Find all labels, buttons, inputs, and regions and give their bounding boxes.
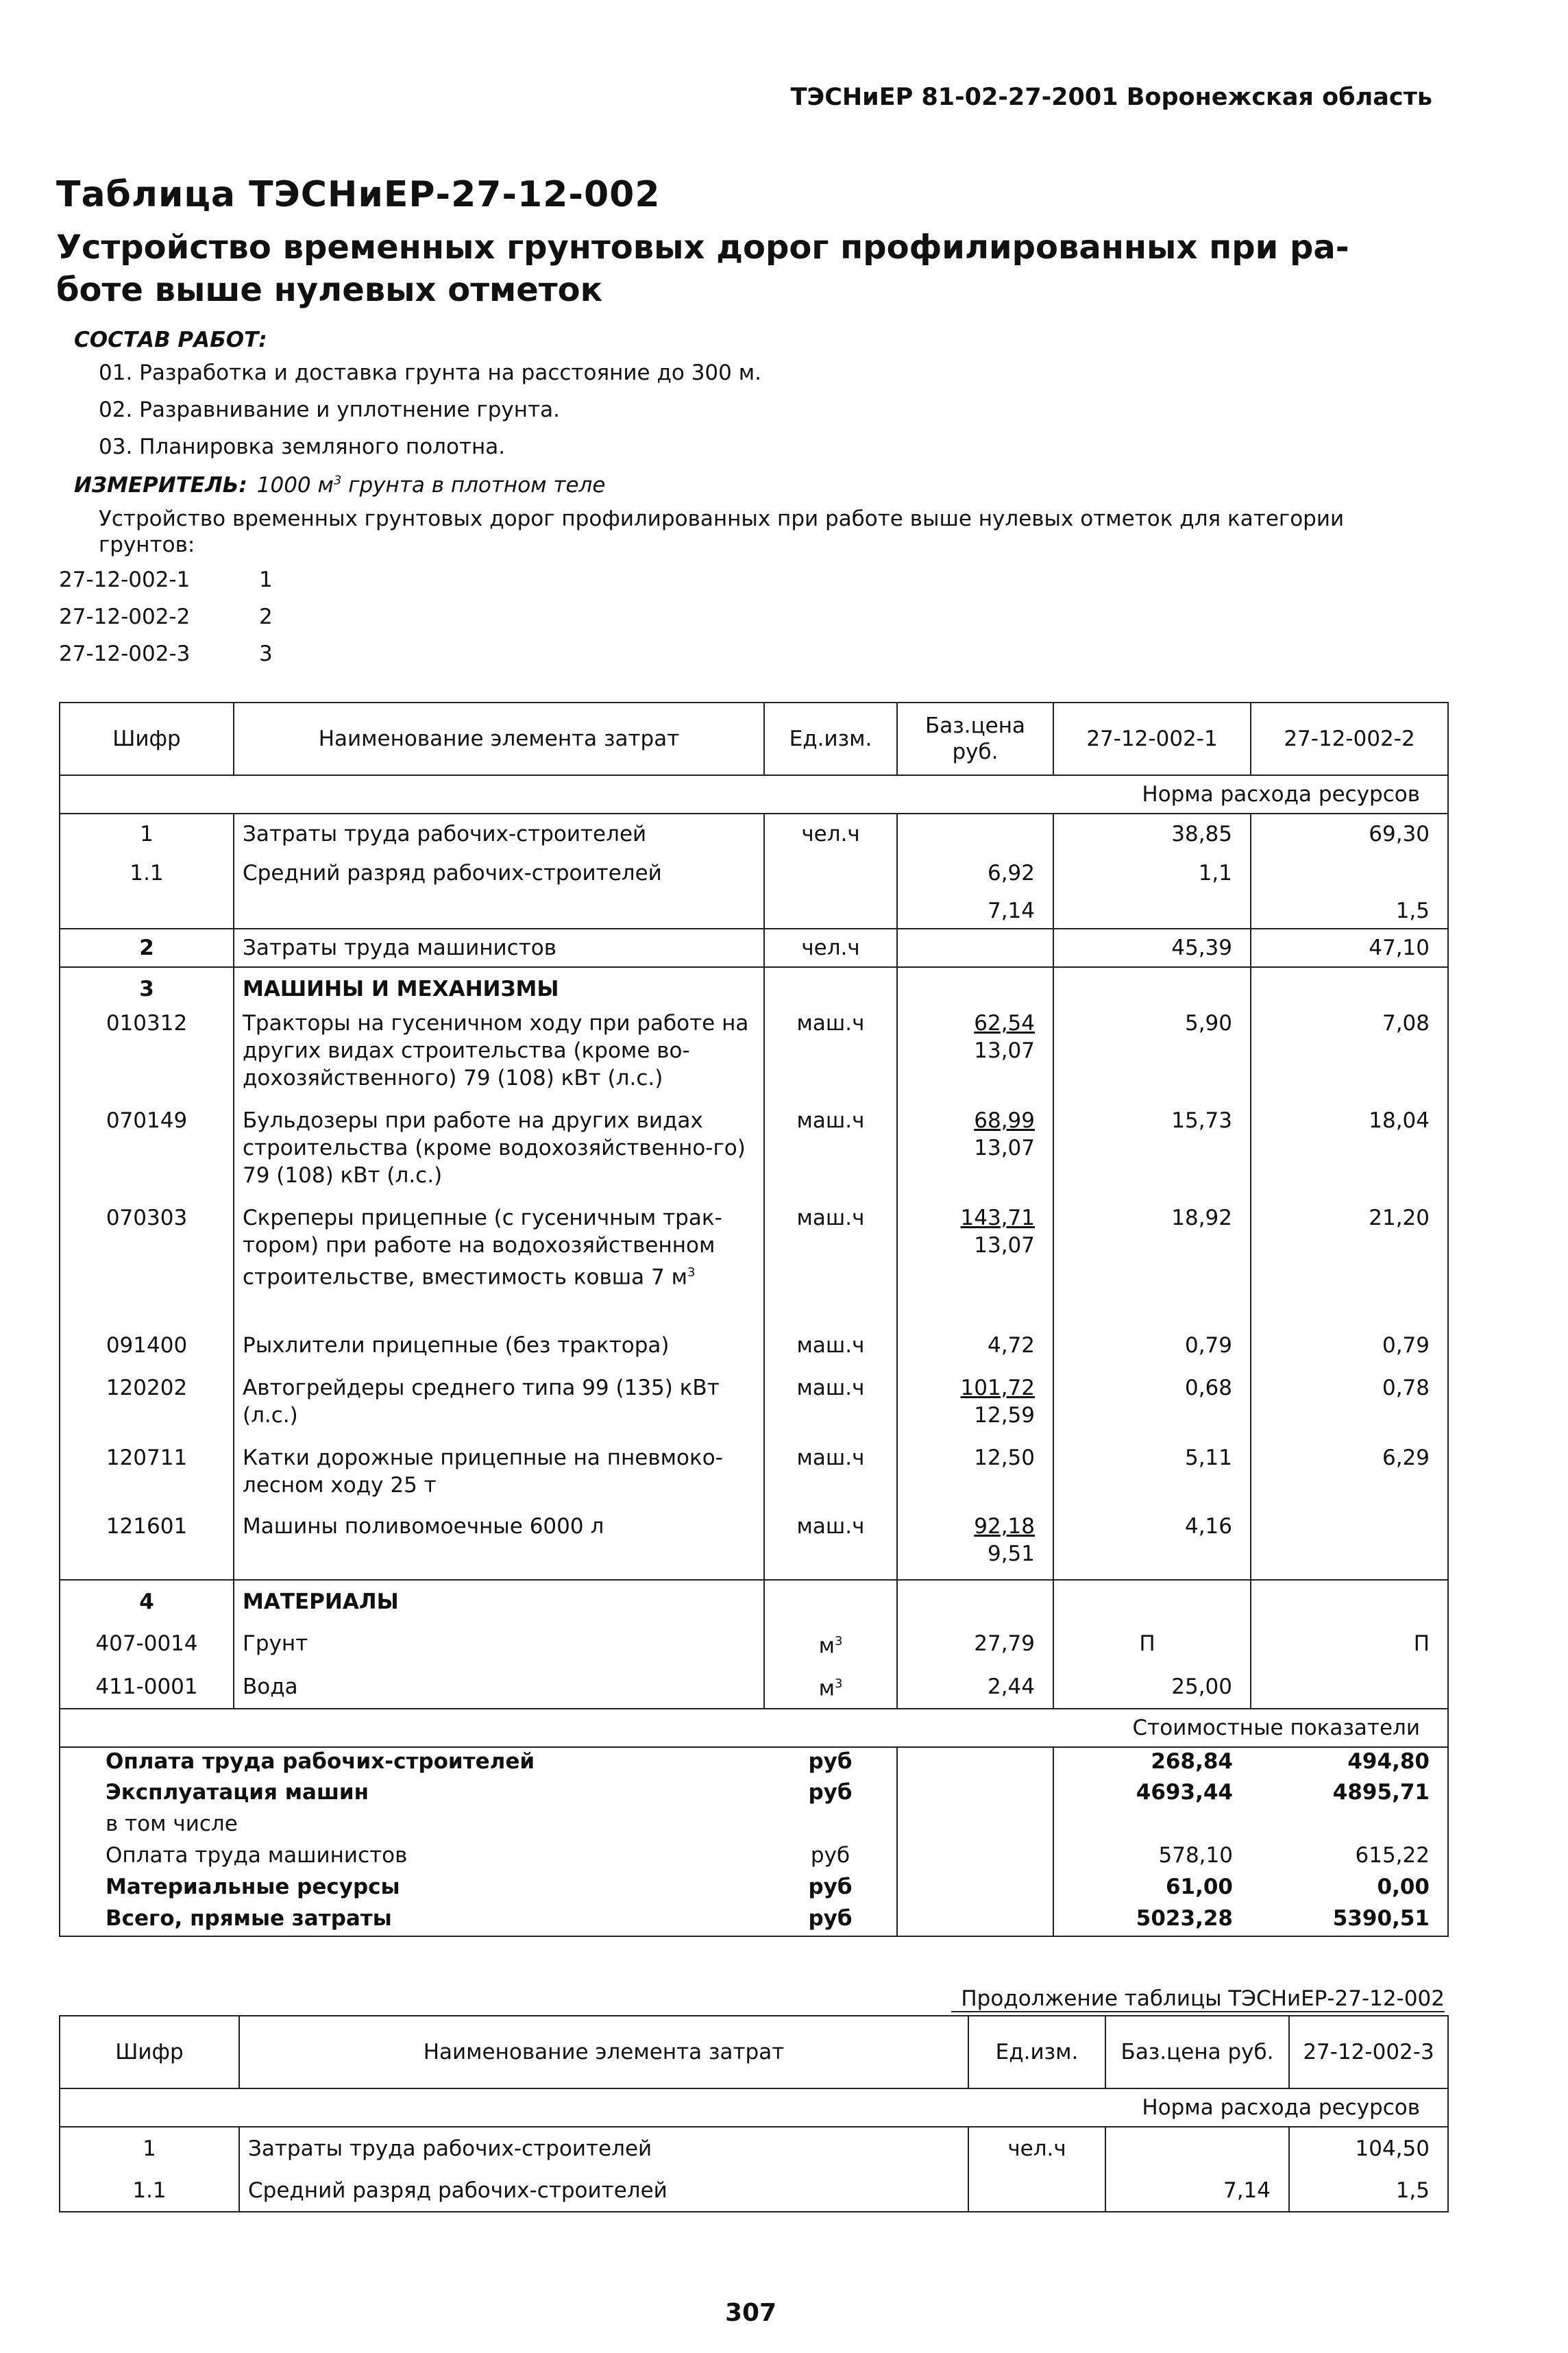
measure-label: ИЗМЕРИТЕЛЬ: <box>74 473 247 498</box>
header-code: Шифр <box>60 2016 239 2088</box>
header-col-3: 27-12-002-3 <box>1289 2016 1448 2088</box>
header-unit: Ед.изм. <box>968 2016 1105 2088</box>
cost-row: Эксплуатация машин руб 4693,44 4895,71 <box>60 1779 1448 1810</box>
cost-label: Стоимостные показатели <box>60 1709 1448 1747</box>
table-row: 010312 Тракторы на гусеничном ходу при работе на других видах строительства (кроме во-дохозяйственного) 79 (108) кВт (л.с.) маш.ч 62,54 13,07 5,90 7,08 <box>60 1010 1448 1107</box>
norm-label: Норма расхода ресурсов <box>60 775 1448 814</box>
table-row: 1 Затраты труда рабочих-строителей чел.ч 104,50 <box>60 2127 1448 2169</box>
norm-label: Норма расхода ресурсов <box>60 2088 1448 2127</box>
resource-table <box>59 702 1449 1937</box>
measure-value: 1000 $м^3$ грунта в плотном теле <box>256 473 606 498</box>
header-col-2: 27-12-002-2 <box>1251 703 1448 775</box>
composition-item: 03. Планировка земляного полотна. <box>99 435 506 459</box>
table-header-row <box>60 703 1448 775</box>
header-price: Баз.цена руб. <box>1105 2016 1289 2088</box>
section-row: 4 МАТЕРИАЛЫ <box>60 1580 1448 1622</box>
cost-row: в том числе <box>60 1810 1448 1842</box>
resource-table-continued <box>59 2015 1449 2212</box>
section-row: 3 МАШИНЫ И МЕХАНИЗМЫ <box>60 967 1448 1010</box>
table-row: 120711 Катки дорожные прицепные на пневмоко-лесном ходу 25 т маш.ч 12,50 5,11 6,29 <box>60 1444 1448 1513</box>
cost-row: Материальные ресурсы руб 61,00 0,00 <box>60 1873 1448 1905</box>
composition-item: 01. Разработка и доставка грунта на расстояние до 300 м. <box>99 361 761 385</box>
composition-label: СОСТАВ РАБОТ: <box>74 328 267 352</box>
table-row: 070149 Бульдозеры при работе на других видах строительства (кроме водохозяйственно-го) 79 (108) кВт (л.с.) маш.ч 68,99 13,07 15,73 18,04 <box>60 1107 1448 1204</box>
header-unit: Ед.изм. <box>764 703 897 775</box>
table-row: 1.1 Средний разряд рабочих-строителей 6,92 1,1 <box>60 853 1448 893</box>
measure-line <box>74 473 605 498</box>
cost-row: Всего, прямые затраты руб 5023,28 5390,51 <box>60 1905 1448 1936</box>
header-code: Шифр <box>60 703 234 775</box>
cost-row: Оплата труда машинистов руб 578,10 615,22 <box>60 1842 1448 1873</box>
document-header: ТЭСНиЕР 81-02-27-2001 Воронежская область <box>790 84 1432 111</box>
header-price: Баз.цена руб. <box>897 703 1053 775</box>
table-row: 1 Затраты труда рабочих-строителей чел.ч 38,85 69,30 <box>60 814 1448 853</box>
continuation-caption: Продолжение таблицы ТЭСНиЕР-27-12-002 <box>951 1986 1445 2012</box>
header-col-1: 27-12-002-1 <box>1053 703 1251 775</box>
table-code: Таблица ТЭСНиЕР-27-12-002 <box>56 174 661 215</box>
table-header-row <box>60 2016 1448 2088</box>
table-title: Устройство временных грунтовых дорог профилированных при ра-боте выше нулевых отметок <box>56 228 1349 309</box>
code-item: 27-12-002-3 3 <box>59 642 273 666</box>
table-description: Устройство временных грунтовых дорог профилированных при работе выше нулевых отметок для категории грунтов: <box>99 507 1345 557</box>
table-row: 1.1 Средний разряд рабочих-строителей 7,14 1,5 <box>60 2169 1448 2212</box>
table-row: 120202 Автогрейдеры среднего типа 99 (135) кВт (л.с.) маш.ч 101,72 12,59 0,68 0,78 <box>60 1374 1448 1444</box>
table-row: 2 Затраты труда машинистов чел.ч 45,39 47,10 <box>60 929 1448 967</box>
table-row: 070303 Скреперы прицепные (с гусеничным трак-тором) при работе на водохозяйственном строительстве, вместимость ковша 7 $м^3$ маш.ч 143,71 13,07 18,92 21,20 <box>60 1204 1448 1332</box>
cost-row: Оплата труда рабочих-строителей руб 268,84 494,80 <box>60 1747 1448 1779</box>
table-row: 121601 Машины поливомоечные 6000 л маш.ч 92,18 9,51 4,16 <box>60 1513 1448 1580</box>
header-name: Наименование элемента затрат <box>239 2016 968 2088</box>
header-name: Наименование элемента затрат <box>234 703 764 775</box>
table-row: 7,14 1,5 <box>60 893 1448 929</box>
page-number: 307 <box>725 2299 777 2327</box>
table-row: 091400 Рыхлители прицепные (без трактора) маш.ч 4,72 0,79 0,79 <box>60 1332 1448 1374</box>
code-item: 27-12-002-2 2 <box>59 605 273 629</box>
composition-item: 02. Разравнивание и уплотнение грунта. <box>99 398 560 422</box>
table-row: 411-0001 Вода $м^3$ 2,44 25,00 <box>60 1665 1448 1709</box>
code-item: 27-12-002-1 1 <box>59 568 273 592</box>
table-row: 407-0014 Грунт $м^3$ 27,79 П П <box>60 1622 1448 1665</box>
